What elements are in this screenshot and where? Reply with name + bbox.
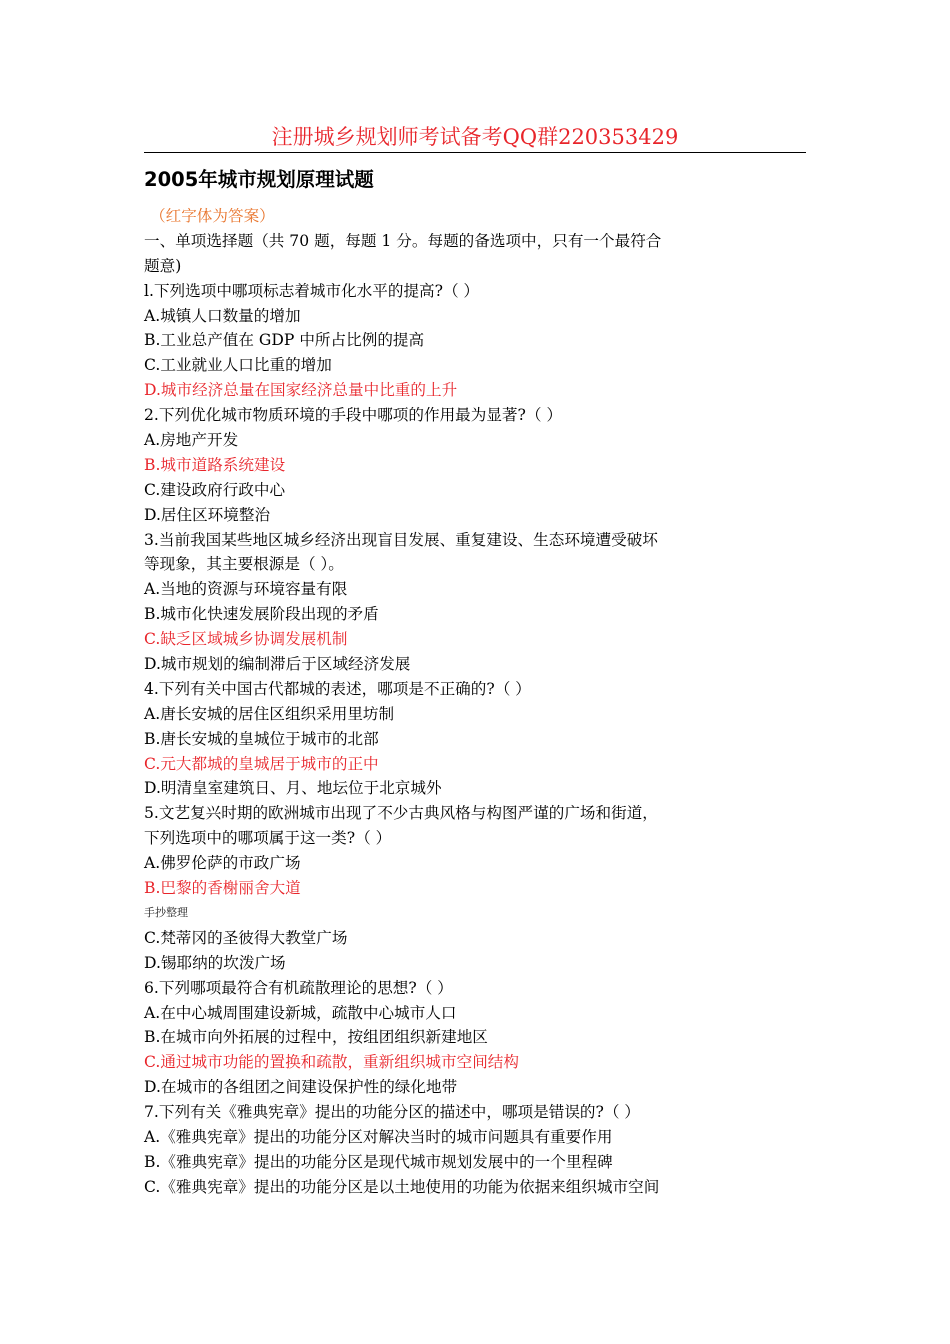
text-line: A.佛罗伦萨的市政广场 (144, 854, 301, 873)
text-line: 7.下列有关《雅典宪章》提出的功能分区的描述中，哪项是错误的?（ ） (144, 1103, 641, 1122)
answer-line: C.缺乏区域城乡协调发展机制 (144, 630, 348, 649)
text-line: l.下列选项中哪项标志着城市化水平的提高?（ ） (144, 281, 480, 300)
text-line: D.居住区环境整治 (144, 505, 271, 524)
text-line: D.锡耶纳的坎泼广场 (144, 953, 286, 972)
answer-note: （红字体为答案） (150, 207, 275, 225)
text-line: D.在城市的各组团之间建设保护性的绿化地带 (144, 1078, 458, 1097)
text-line: 6.下列哪项最符合有机疏散理论的思想?（ ） (144, 978, 453, 997)
text-line: C.建设政府行政中心 (144, 480, 286, 499)
text-line: 5.文艺复兴时期的欧洲城市出现了不少古典风格与构图严谨的广场和街道， (144, 804, 658, 823)
text-line: B.《雅典宪章》提出的功能分区是现代城市规划发展中的一个里程碑 (144, 1152, 613, 1171)
text-line: 4.下列有关中国古代都城的表述，哪项是不正确的?（ ） (144, 679, 531, 698)
answer-line: C.通过城市功能的置换和疏散，重新组织城市空间结构 (144, 1053, 519, 1072)
text-line: A.唐长安城的居住区组织采用里坊制 (144, 704, 395, 723)
text-line: B.在城市向外拓展的过程中，按组团组织新建地区 (144, 1028, 488, 1047)
text-line: C.《雅典宪章》提出的功能分区是以土地使用的功能为依据来组织城市空间 (144, 1177, 660, 1196)
text-line: A.房地产开发 (144, 431, 239, 450)
text-line: 一、单项选择题（共 70 题，每题 1 分。每题的备选项中，只有一个最符合 (144, 231, 662, 250)
text-line: D.明清皇室建筑日、月、地坛位于北京城外 (144, 779, 442, 798)
text-line: C.梵蒂冈的圣彼得大教堂广场 (144, 928, 348, 947)
answer-line: D.城市经济总量在国家经济总量中比重的上升 (144, 381, 458, 400)
text-line: A.当地的资源与环境容量有限 (144, 580, 348, 599)
text-line: D.城市规划的编制滞后于区域经济发展 (144, 655, 411, 674)
header-divider (144, 152, 806, 153)
answer-line: C.元大都城的皇城居于城市的正中 (144, 754, 379, 773)
text-line: A.城镇人口数量的增加 (144, 306, 301, 325)
text-line: 2.下列优化城市物质环境的手段中哪项的作用最为显著?（ ） (144, 406, 563, 425)
page-header: 注册城乡规划师考试备考QQ群220353429 (271, 125, 679, 149)
footnote-text: 手抄整理 (144, 905, 188, 919)
text-line: 3.当前我国某些地区城乡经济出现盲目发展、重复建设、生态环境遭受破坏 (144, 530, 658, 549)
answer-line: B.城市道路系统建设 (144, 455, 286, 474)
text-line: B.唐长安城的皇城位于城市的北部 (144, 729, 379, 748)
text-line: A.在中心城周围建设新城，疏散中心城市人口 (144, 1003, 457, 1022)
text-line: C.工业就业人口比重的增加 (144, 356, 332, 375)
text-line: 下列选项中的哪项属于这一类?（ ） (144, 829, 392, 848)
answer-line: B.巴黎的香榭丽舍大道 (144, 879, 301, 898)
document-title: 2005年城市规划原理试题 (144, 168, 374, 191)
text-line: B.工业总产值在 GDP 中所占比例的提高 (144, 331, 425, 350)
text-line: 等现象，其主要根源是（ ）。 (144, 555, 344, 574)
text-line: 题意) (144, 256, 182, 275)
text-line: B.城市化快速发展阶段出现的矛盾 (144, 605, 379, 624)
text-line: A.《雅典宪章》提出的功能分区对解决当时的城市问题具有重要作用 (144, 1127, 613, 1146)
document-body (144, 204, 764, 1200)
